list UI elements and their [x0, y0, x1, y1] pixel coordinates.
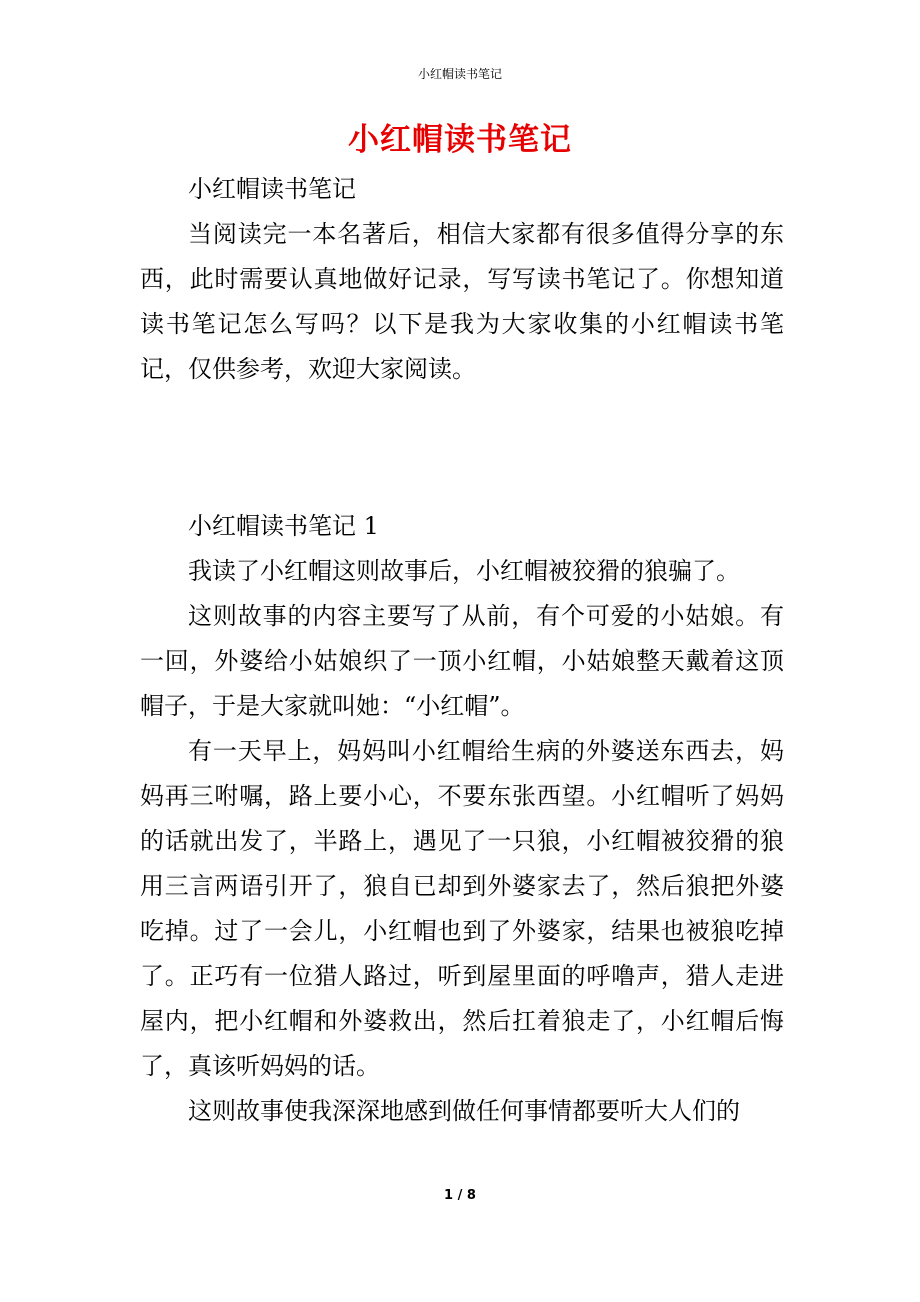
body-paragraph: 有一天早上，妈妈叫小红帽给生病的外婆送东西去，妈妈再三咐嘱，路上要小心，不要东张西望。小红帽听了妈妈的话就出发了，半路上，遇见了一只狼，小红帽被狡猾的狼用三言两语引开了，狼自已却到外婆家去了，然后狼把外婆吃掉。过了一会儿，小红帽也到了外婆家，结果也被狼吃掉了。正巧有一位猎人路过，听到屋里面的呼噜声，猎人走进屋内，把小红帽和外婆救出，然后扛着狼走了，小红帽后悔了，真该听妈妈的话。	[140, 737, 784, 1080]
body-paragraph: 这则故事的内容主要写了从前，有个可爱的小姑娘。有一回，外婆给小姑娘织了一顶小红帽，小姑娘整天戴着这顶帽子，于是大家就叫她：“小红帽”。	[140, 602, 784, 720]
body-paragraph: 我读了小红帽这则故事后，小红帽被狡猾的狼骗了。	[188, 557, 740, 585]
running-header: 小红帽读书笔记	[417, 67, 502, 81]
document-body	[140, 167, 784, 1134]
document-subtitle: 小红帽读书笔记	[188, 175, 356, 203]
intro-paragraph: 当阅读完一本名著后，相信大家都有很多值得分享的东西，此时需要认真地做好记录，写写读书笔记了。你想知道读书笔记怎么写吗？以下是我为大家收集的小红帽读书笔记，仅供参考，欢迎大家阅读。	[140, 220, 784, 383]
page-number: 1 / 8	[444, 1188, 476, 1203]
section-heading: 小红帽读书笔记 1	[188, 512, 379, 540]
section-spacer	[140, 392, 784, 504]
body-paragraph: 这则故事使我深深地感到做任何事情都要听大人们的	[188, 1097, 740, 1125]
document-title: 小红帽读书笔记	[348, 122, 572, 158]
